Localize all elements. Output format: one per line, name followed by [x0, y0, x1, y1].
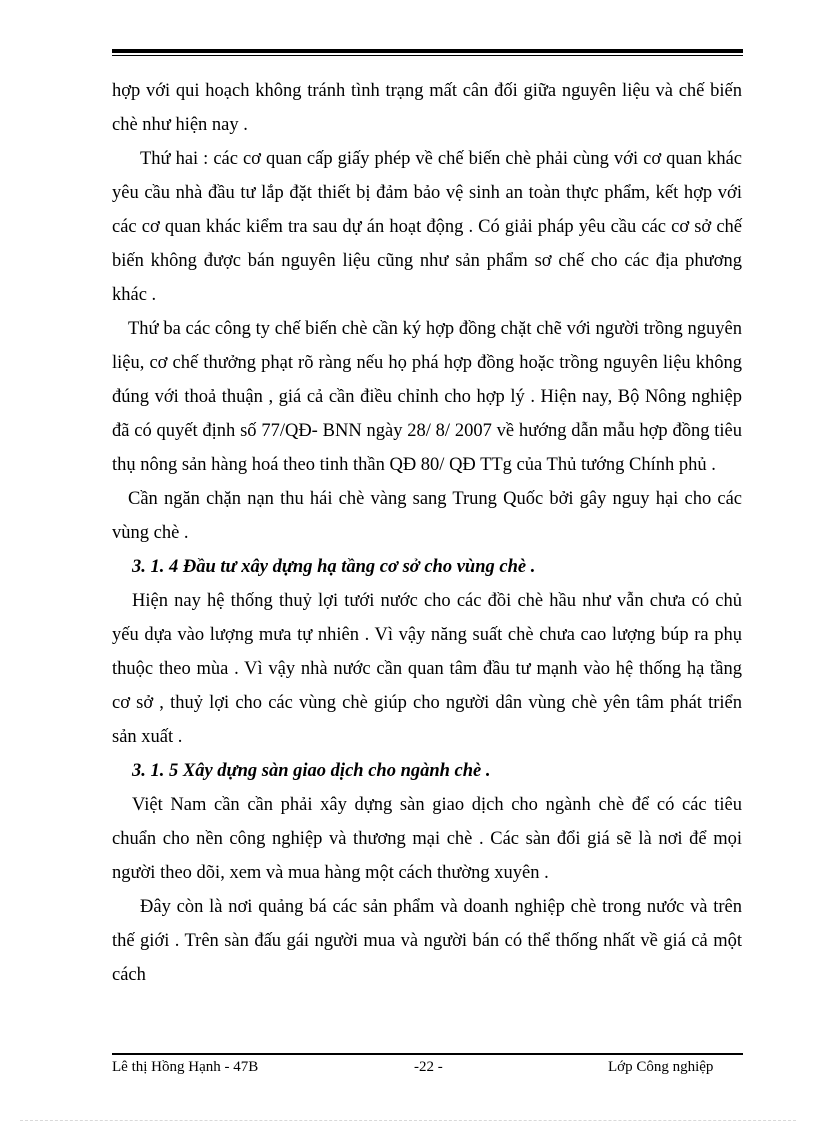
- paragraph-3: Thứ ba các công ty chế biến chè cần ký hợp đồng chặt chẽ với người trồng nguyên liệu, cơ chế thưởng phạt rõ ràng nếu họ phá hợp đồng hoặc trồng nguyên liệu không đúng với thoả thuận , giá cả cần điều chỉnh cho hợp lý . Hiện nay, Bộ Nông nghiệp đã có quyết định số 77/QĐ- BNN ngày 28/ 8/ 2007 về hướng dẫn mẫu hợp đồng tiêu thụ nông sản hàng hoá theo tinh thần QĐ 80/ QĐ TTg của Thủ tướng Chính phủ .: [112, 319, 742, 475]
- page-bottom-divider: [20, 1120, 796, 1121]
- paragraph-4: Cần ngăn chặn nạn thu hái chè vàng sang Trung Quốc bởi gây nguy hại cho các vùng chè .: [112, 489, 742, 543]
- paragraph-7: Đây còn là nơi quảng bá các sản phẩm và doanh nghiệp chè trong nước và trên thế giới . Trên sàn đấu gái người mua và người bán có thể thống nhất về giá cả một cách: [112, 897, 742, 985]
- paragraph-6: Việt Nam cần cần phải xây dựng sàn giao dịch cho ngành chè để có các tiêu chuẩn cho nền công nghiệp và thương mại chè . Các sàn đổi giá sẽ là nơi để mọi người theo dõi, xem và mua hàng một cách thường xuyên .: [112, 795, 742, 883]
- footer-page-number: -22 -: [414, 1059, 443, 1075]
- paragraph-1: hợp với qui hoạch không tránh tình trạng mất cân đối giữa nguyên liệu và chế biến chè như hiện nay .: [112, 81, 742, 135]
- footer-class: Lớp Công nghiệp: [608, 1059, 714, 1075]
- page-body: [112, 74, 742, 992]
- section-heading-3-1-5: 3. 1. 5 Xây dựng sàn giao dịch cho ngành chè .: [132, 761, 491, 781]
- paragraph-5: Hiện nay hệ thống thuỷ lợi tưới nước cho các đồi chè hầu như vẫn chưa có chủ yếu dựa vào lượng mưa tự nhiên . Vì vậy năng suất chè chưa cao lượng búp ra phụ thuộc theo mùa . Vì vậy nhà nước cần quan tâm đầu tư mạnh vào hệ thống hạ tầng cơ sở , thuỷ lợi cho các vùng chè giúp cho người dân vùng chè yên tâm phát triển sản xuất .: [112, 591, 742, 747]
- paragraph-2: Thứ hai : các cơ quan cấp giấy phép về chế biến chè phải cùng với cơ quan khác yêu cầu nhà đầu tư lắp đặt thiết bị đảm bảo vệ sinh an toàn thực phẩm, kết hợp với các cơ quan khác kiểm tra sau dự án hoạt động . Có giải pháp yêu cầu các cơ sở chế biến không được bán nguyên liệu cũng như sản phẩm sơ chế cho các địa phương khác .: [112, 149, 742, 305]
- header-rule-thick: [112, 49, 743, 53]
- footer-author: Lê thị Hồng Hạnh - 47B: [112, 1059, 259, 1075]
- header-rule-thin: [112, 55, 743, 56]
- section-heading-3-1-4: 3. 1. 4 Đầu tư xây dựng hạ tầng cơ sở cho vùng chè .: [132, 557, 536, 577]
- footer-rule: [112, 1053, 743, 1055]
